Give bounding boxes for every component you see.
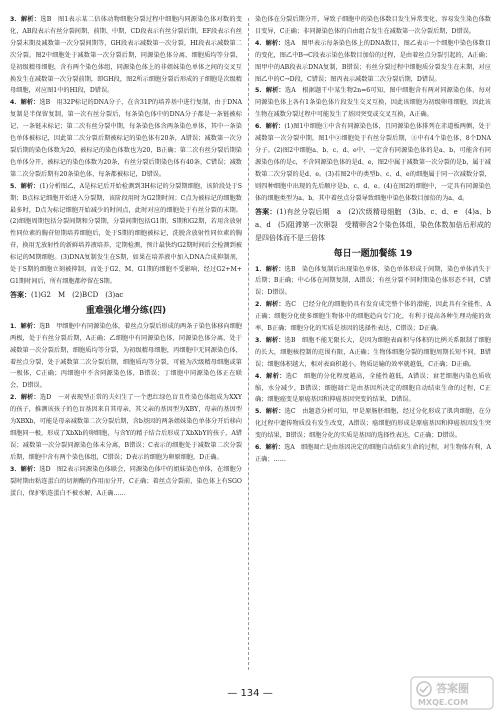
explanation-paragraph <box>10 14 242 97</box>
item-label: 4．解析： <box>255 39 285 47</box>
explanation-paragraph <box>255 406 491 442</box>
answer-line <box>255 206 498 245</box>
explanation-paragraph <box>255 38 491 86</box>
item-label: 4．解析： <box>10 99 40 107</box>
explanation-paragraph <box>10 392 242 463</box>
item-label: 3．解析： <box>10 465 40 473</box>
explanation-paragraph <box>255 85 491 121</box>
item-text: 选B 细胞不能无限长大，是因为细胞表面积与体积的比例关系限制了细胞的长大，细胞核控制的范围有限，A正确；生物体细胞分裂的细胞周期长短不同，B错误；细胞体积越大，相对表面积越小，物质运输的效率就越低，C正确；D正确。 <box>255 336 491 368</box>
right-column <box>255 14 498 466</box>
item-label: 3．解析： <box>10 16 41 23</box>
item-label: 答案： <box>10 290 31 299</box>
item-text: 选D 图2表示同源染色体联会，同源染色体中的姐妹染色单体，在细胞分裂时期由粘连蛋白的切割酶的作用而分开，C正确；着丝点分裂前，染色体上有SGO蛋白，保护粘连蛋白不被水解，A正确…… <box>10 465 242 497</box>
svg-text:答案圈: 答案圈 <box>436 682 469 695</box>
item-label: 2．解析： <box>255 301 285 309</box>
explanation-paragraph <box>255 371 491 407</box>
item-text: 选C 细胞的分化程度越高，全能性越低，A错误；衰老细胞内染色质收缩，水分减少，B错误；细胞凋亡是由基因所决定的细胞自动结束生命的过程，C正确；细胞癌变是原癌基因和抑癌基因突变的结果，D错误。 <box>255 372 492 404</box>
item-label: 2．解析： <box>10 394 40 402</box>
explanation-paragraph <box>255 14 491 38</box>
item-label: 5．解析： <box>255 87 285 95</box>
answer-line <box>10 289 242 302</box>
left-column <box>10 14 242 499</box>
item-text: 选A 图甲表示每条染色体上的DNA数目，图乙表示一个细胞中染色体数目的变化，图乙中B→C段表示染色体数目加倍的过程，是由着丝点分裂引起的，A正确；图甲中的AB段表示DNA复制，B错误；有丝分裂过程中细胞质分裂发生在末期，对应图乙中的C→D段，C错误；图丙表示减数第二次分裂后期，D错误。 <box>255 39 492 83</box>
item-text: 选B 图1表示某二倍体动物细胞分裂过程中细胞内同源染色体对数的变化，AB段表示有丝分裂间期、前期、中期，CD段表示有丝分裂后期，EF段表示有丝分裂末期及减数第一次分裂间期等，GH段表示减数第一次分裂，HI段表示减数第二次分裂。图2中细胞处于减数第一次分裂后期，同源染色体分离，细胞质均等分裂，是初级精母细胞，含有两个染色体组，同源染色体上的非姐妹染色单体之间的交叉互换发生在减数第一次分裂前期，即GH段，图2所示细胞分裂后形成的子细胞是次级精母细胞，对应图1中的HI段，D错误。 <box>10 16 242 95</box>
item-text: 选B 用32P标记的DNA分子，在含31P的培养基中进行复制，由于DNA复制是半保留复制，第一次有丝分裂后，每条染色体中的DNA分子都是一条链被标记、一条链未标记；第二次有丝分裂中期，每条染色体含两条染色单体，其中一条染色单体被标记，因此第二次分裂后期被标记的染色体有20条，A错误；减数第一次分裂后期的染色体数为20，被标记的染色体数也为20，B正确；第二次有丝分裂后期染色单体分开，被标记的染色体数为20条，有丝分裂后期染色体有40条，C错误；减数第二次分裂后期有20条染色体，每条都被标记，D错误。 <box>10 99 242 178</box>
item-text: 选C 由题意分析可知，甲是原肠胚细胞，经过分化形成了肌肉细胞，在分化过程中遗传物质没有发生改变，A错误；癌细胞的形成是原癌基因和抑癌基因发生突变的结果，B错误；细胞分化的实质是基因的选择性表达，C正确；D错误。 <box>255 408 491 440</box>
explanation-paragraph <box>10 181 242 288</box>
item-text: (1)图1中细胞①中含有同源染色体，且同源染色体排列在赤道板两侧，处于减数第一次分裂中期，图1中②细胞处于有丝分裂后期，③中有4个染色体，8个DNA分子。(2)图2中细胞a、b、c、d、e中，一定含有同源染色体的是a、b，可能含有同源染色体的是c，不含同源染色体的是d、e，图2中属于减数第一次分裂的是b，属于减数第二次分裂的是d、e。(3)若图2中的类型b、c、d、e的细胞属于同一次减数分裂，则四种细胞中出现的先后顺序是b、c、d、e。(4)在图2的细胞中，一定具有同源染色体的细胞类型为a、b，其中着丝点分裂导致细胞中染色体数目加倍的为a、d。 <box>255 123 491 202</box>
item-label: 1．解析： <box>255 265 285 273</box>
explanation-paragraph <box>255 121 491 204</box>
item-label: 4．解析： <box>255 372 286 380</box>
explanation-paragraph <box>255 335 491 371</box>
item-label: 3．解析： <box>255 336 285 344</box>
item-text: (1)G2 M (2)BCD (3)ac <box>31 290 124 299</box>
explanation-paragraph <box>10 464 242 500</box>
item-text: 选B 甲细胞中有同源染色体，着丝点分裂后形成的两条子染色体移向细胞两极，处于有丝分裂后期，A正确；乙细胞中有同源染色体，同源染色体分离，处于减数第一次分裂后期，细胞质均等分裂，为初级精母细胞，丙细胞中无同源染色体，着丝点分裂，处于减数第二次分裂后期，细胞质均等分裂，可能为次级精母细胞或第一极体，C正确；丙细胞中不含同源染色体，B错误；丁细胞中同源染色体正在联会，D错误。 <box>10 322 242 390</box>
item-text: 选D 一对表现型正常的夫妇生了一个患红绿色盲且性染色体组成为XXY的孩子，推测该孩子的色盲基因来自其母亲，其父亲的基因型为XBY，母亲的基因型为XBXb，可能是母亲减数第二次分裂后期，含b基因的两条姐妹染色单体分开后移向细胞同一极，形成了XbXb的卵细胞，与含Y的精子结合后形成了XbXbY的孩子，A错误；减数第一次分裂同源染色体未分离，B错误；C表示的细胞处于减数第二次分裂后期，细胞中含有两个染色体组，C错误；D表示的细胞为卵原细胞，D正确。 <box>10 394 243 461</box>
item-text: 染色体在分裂后期分开，导致子细胞中的染色体数目发生异常变化，容易发生染色体数目变异，C正确；非同源染色体的自由组合发生在减数第一次分裂后期，D错误。 <box>255 16 491 35</box>
section-title-right: 每日一题加餐练 19 <box>333 248 413 259</box>
section-title-left: 重难强化增分练(四) <box>85 305 167 316</box>
item-label: 5．解析： <box>10 182 40 190</box>
explanation-paragraph <box>255 299 491 335</box>
left-answer-list-2 <box>10 321 242 500</box>
explanation-paragraph <box>10 321 242 392</box>
item-label: 答案： <box>255 207 277 216</box>
item-label: 5．解析： <box>255 408 285 416</box>
explanation-paragraph <box>255 264 491 300</box>
item-text: 选A 细胞凋亡是由基因决定的细胞自动结束生命的过程，对生物体有利，A正确；…… <box>255 444 491 463</box>
page-number: — 134 — <box>227 688 273 699</box>
item-label: 6．解析： <box>255 444 285 452</box>
right-answer-list-2 <box>255 264 491 466</box>
explanation-paragraph <box>10 97 242 180</box>
right-answer-list <box>255 14 498 245</box>
item-text: 选C 已经分化的细胞仍具有发育成完整个体的潜能，因此具有全能性，A正确；细胞分化使多细胞生物体中的细胞趋向专门化，有利于提高各种生理功能的效率，B正确；细胞分化的实质是基因的选择性表达，C错误；D正确。 <box>255 301 491 333</box>
explanation-paragraph <box>255 442 491 466</box>
watermark-logo <box>410 676 494 710</box>
column-divider <box>248 18 249 670</box>
item-text: 选A 根据题干中某生物2n=6可知，图中细胞含有两对同源染色体，每对同源染色体上各有1条染色体片段发生交叉互换，因此该细胞为初级卵母细胞，因此该生物在减数分裂过程中可能发生了基因突变或交叉互换，A正确。 <box>255 87 491 119</box>
item-label: 6．解析： <box>255 123 285 131</box>
item-text: 选B 染色体复制后出现染色单体，染色单体形成于间期，染色单体消失于后期；B正确；中心体在间期复制，A错误；有丝分裂不同时期染色体形态不同，C错误；D错误。 <box>255 265 491 297</box>
item-text: (1)有丝分裂后期 a (2)次级精母细胞 (3)b、c、d、e (4)a、b a、d (5)阻滞第一次卵裂 受精卵含2个染色体组，染色体数加倍后形成的是四倍体而不是三倍体 <box>255 207 498 242</box>
left-answer-list <box>10 14 242 302</box>
item-label: 1．解析： <box>10 322 40 330</box>
item-text: (1)分析图乙，A是标记后开始检测到3H标记的分裂期细胞，该阶段处于S期；B点标记细胞开始进入分裂期，该阶段用时为G2期时间；C点为被标记的细胞数最多时，D点为标记细胞开始减少的时间点，此时对应的细胞处于有丝分裂的末期。(2)细胞周期包括分裂间期和分裂期，分裂间期包括G1期、S期和G2期，若用含放射性同位素的胸苷短期培养细胞后，处于S期的细胞被标记，洗脱含放射性同位素的胸苷，换用无放射性的新鲜培养液培养，定期检测，预计最快约G2期时间后会检测到被标记的M期细胞。(3)DNA复制发生在S期，如果在培养液中加入DNA合成抑制剂，处于S期的细胞立刻被抑制，而处于G2、M、G1期的细胞不受影响，经过G2+M+G1期时间后，所有细胞都停留在S期。 <box>10 182 242 285</box>
svg-text:MXQE.COM: MXQE.COM <box>418 698 469 707</box>
